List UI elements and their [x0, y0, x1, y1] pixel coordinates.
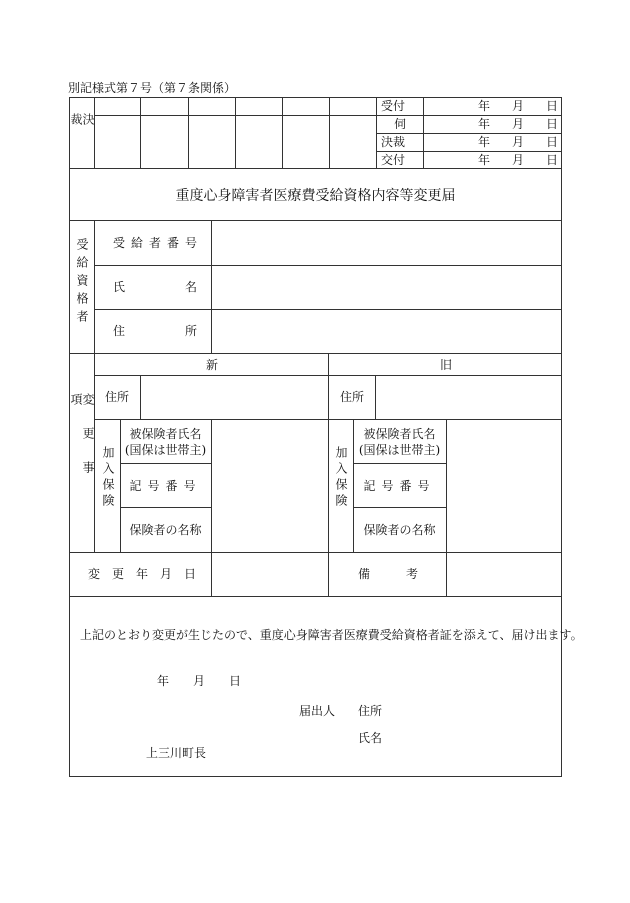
- new-insurer-name-label: 保険者の名称: [129, 523, 202, 537]
- change-date-label: 変更年月日: [88, 567, 209, 581]
- change-section-label: 変更事項: [69, 393, 95, 495]
- addressee: 上三川町長: [146, 746, 207, 760]
- form-number: 別記様式第７号（第７条関係）: [68, 81, 237, 95]
- old-address-label: 住所: [340, 390, 365, 404]
- date-month: 月: [512, 135, 525, 149]
- old-symbol-number-label: 記号番号: [363, 479, 436, 493]
- old-insured-name-line1: 被保険者氏名: [363, 427, 436, 441]
- date-month: 月: [512, 99, 525, 113]
- approval-row-label: 交付: [381, 153, 406, 167]
- approval-row-label: 受付: [381, 99, 406, 113]
- statement-text: 上記のとおり変更が生じたので、重度心身障害者医療費受給資格者証を添えて、届け出ます。: [80, 628, 583, 642]
- date-year: 年: [478, 117, 491, 131]
- old-insurer-name-label: 保険者の名称: [363, 523, 436, 537]
- date-day: 日: [546, 153, 559, 167]
- kessai-label: 決裁: [69, 113, 95, 135]
- old-insurance-label: 加入保険: [334, 446, 348, 510]
- date-day: 日: [546, 135, 559, 149]
- submission-date-month: 月: [193, 674, 206, 688]
- remarks-label: 備考: [358, 567, 455, 581]
- notifier-name-label: 氏名: [358, 731, 383, 745]
- date-month: 月: [512, 153, 525, 167]
- old-column-header: 旧: [440, 358, 453, 372]
- new-insured-name-line2: (国保は世帯主): [124, 443, 207, 457]
- new-address-label: 住所: [105, 390, 130, 404]
- date-year: 年: [478, 135, 491, 149]
- recipient-name-label: 氏名: [113, 280, 258, 294]
- recipient-number-label: 受給者番号: [113, 236, 204, 250]
- date-year: 年: [478, 99, 491, 113]
- submission-date-day: 日: [229, 674, 242, 688]
- date-day: 日: [546, 99, 559, 113]
- approval-row-label: 伺: [394, 117, 407, 131]
- new-insurance-label: 加入保険: [101, 446, 115, 510]
- recipient-address-label: 住所: [113, 324, 258, 338]
- recipient-section-label: 受給資格者: [75, 238, 89, 328]
- new-symbol-number-label: 記号番号: [129, 479, 202, 493]
- submission-date-year: 年: [157, 674, 170, 688]
- date-day: 日: [546, 117, 559, 131]
- date-year: 年: [478, 153, 491, 167]
- new-insured-name-line1: 被保険者氏名: [129, 427, 202, 441]
- notifier-address-label: 住所: [358, 704, 383, 718]
- form-title: 重度心身障害者医療費受給資格内容等変更届: [175, 188, 456, 204]
- notifier-label: 届出人: [299, 704, 336, 718]
- new-column-header: 新: [206, 358, 219, 372]
- old-insured-name-line2: (国保は世帯主): [358, 443, 441, 457]
- date-month: 月: [512, 117, 525, 131]
- approval-row-label: 決裁: [381, 135, 406, 149]
